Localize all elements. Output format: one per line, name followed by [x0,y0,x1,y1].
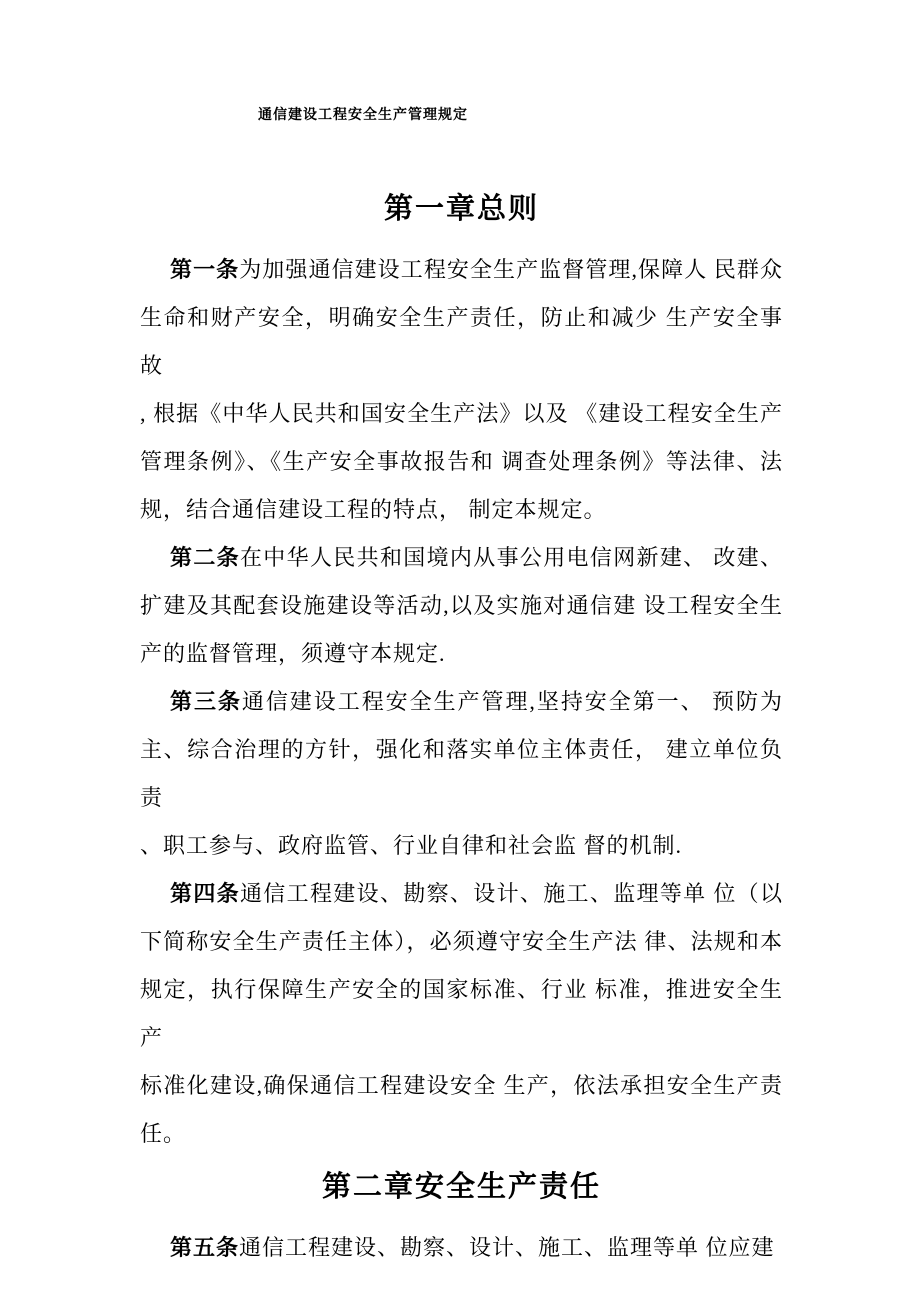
text-line: 管理条例》、《生产安全事故报告和 调查处理条例》等法律、法 [140,449,783,474]
text-line: , 根据《中华人民共和国安全生产法》以及 《建设工程安全生产 [140,401,783,426]
text-line: 第三条通信建设工程安全生产管理,坚持安全第一、 预防为 [170,689,783,714]
paragraph [140,870,783,1158]
text-line: 第二条在中华人民共和国境内从事公用电信网新建、 改建、 [170,545,783,570]
text-line: 主、综合治理的方针，强化和落实单位主体责任， 建立单位负责 [140,737,783,810]
paragraph [140,246,783,534]
text-line: 第五条通信工程建设、勘察、设计、施工、监理等单 位应建 [170,1235,775,1260]
text-line: 规，结合通信建设工程的特点， 制定本规定。 [140,497,607,522]
chapter-heading: 第二章安全生产责任 [321,1171,601,1203]
text-line: 、职工参与、政府监管、行业自律和社会监 督的机制. [140,833,683,858]
text-line: 标准化建设,确保通信工程建设安全 生产，依法承担安全生产责 [140,1073,783,1098]
text-line: 产的监督管理，须遵守本规定. [140,641,446,666]
text-line: 下简称安全生产责任主体），必须遵守安全生产法 律、法规和本 [140,929,783,954]
paragraph [140,1224,783,1272]
article-number: 第五条 [170,1235,240,1260]
text-line: 第一条为加强通信建设工程安全生产监督管理,保障人 民群众 [170,257,783,282]
article-number: 第一条 [170,257,240,282]
article-number: 第四条 [170,881,240,906]
article-number: 第三条 [170,689,242,714]
article-number: 第二条 [170,545,240,570]
text-line: 生命和财产安全，明确安全生产责任，防止和减少 生产安全事故 [140,305,783,378]
text-line: 规定，执行保障生产安全的国家标准、行业 标准，推进安全生产 [140,977,783,1050]
text-line: 第四条通信工程建设、勘察、设计、施工、监理等单 位（以 [170,881,783,906]
chapter-heading: 第一章总则 [383,193,539,225]
text-line: 扩建及其配套设施建设等活动,以及实施对通信建 设工程安全生 [140,593,783,618]
paragraph [140,534,783,678]
paragraph [140,678,783,870]
text-line: 任。 [140,1121,187,1146]
document-body [140,180,783,1272]
document-header-title: 通信建设工程安全生产管理规定 [258,106,468,122]
